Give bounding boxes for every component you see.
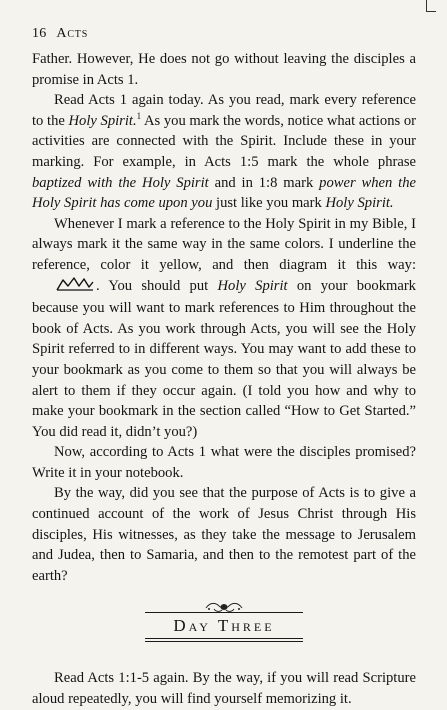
page-number: 16 — [32, 26, 47, 41]
phrase-power: power when the Holy Spirit has come upon you — [32, 174, 416, 212]
paragraph-1: Father. However, He does not go without leaving the disciples a promise in Acts 1. — [32, 51, 416, 88]
running-header — [32, 26, 88, 42]
phrase-holy-spirit: Holy Spirit. — [325, 195, 394, 212]
divider-rule — [145, 641, 303, 642]
crop-mark — [426, 11, 436, 12]
phrase-holy-spirit-2: Holy Spirit — [217, 277, 288, 294]
day-label: Day Three — [173, 616, 275, 636]
paragraph-2: Read Acts 1 again today. As you read, mark every reference to the Holy Spirit.$^1$ As you mark the words, notice what actions or activities are connected with the Spirit. Include these in your marking. For example, in Acts 1:5 mark the whole phrase baptized with the Holy Spirit and in 1:8 mark power when the Holy Spirit has come upon you just like you mark Holy Spirit. — [32, 92, 417, 212]
day-heading — [139, 600, 309, 652]
divider-rule — [145, 612, 303, 613]
paragraph-5: By the way, did you see that the purpose of Acts is to give a continued account of the work of Jesus Christ through His disciples, His witnesses, as they take the message to Jerusalem and Judea, then to Samaria, and then to the remotest part of the earth? — [32, 485, 416, 584]
footnote-marker: 1 — [136, 110, 142, 121]
page-body — [32, 49, 416, 710]
divider-rule — [145, 638, 303, 639]
phrase-baptized: baptized with the Holy Spirit — [32, 174, 209, 191]
paragraph-6: Read Acts 1:1-5 again. By the way, if you will read Scripture aloud repeatedly, you will find yourself memorizing it. — [32, 670, 416, 708]
holy-spirit-term: Holy Spirit. — [68, 112, 137, 129]
book-title: Acts — [56, 26, 89, 41]
cloud-squiggle-icon — [33, 276, 95, 299]
paragraph-3: Whenever I mark a reference to the Holy Spirit in my Bible, I always mark it the same way in the same colors. I underline the reference, color it yellow, and then diagram it this way: . You should put Holy Spirit on your bookmark because you will want to mark references to Him throughout the book of Acts. As you work through Acts, you will see the Holy Spirit referred to in different ways. You may want to add these to your bookmark as you come to them so that you will always be alert to them if they occur again. (I told you how and why to make your bookmark in the section called “How to Get Started.” You did read it, didn’t you?) — [32, 215, 416, 440]
paragraph-4: Now, according to Acts 1 what were the disciples promised? Write it in your notebook. — [32, 444, 416, 481]
